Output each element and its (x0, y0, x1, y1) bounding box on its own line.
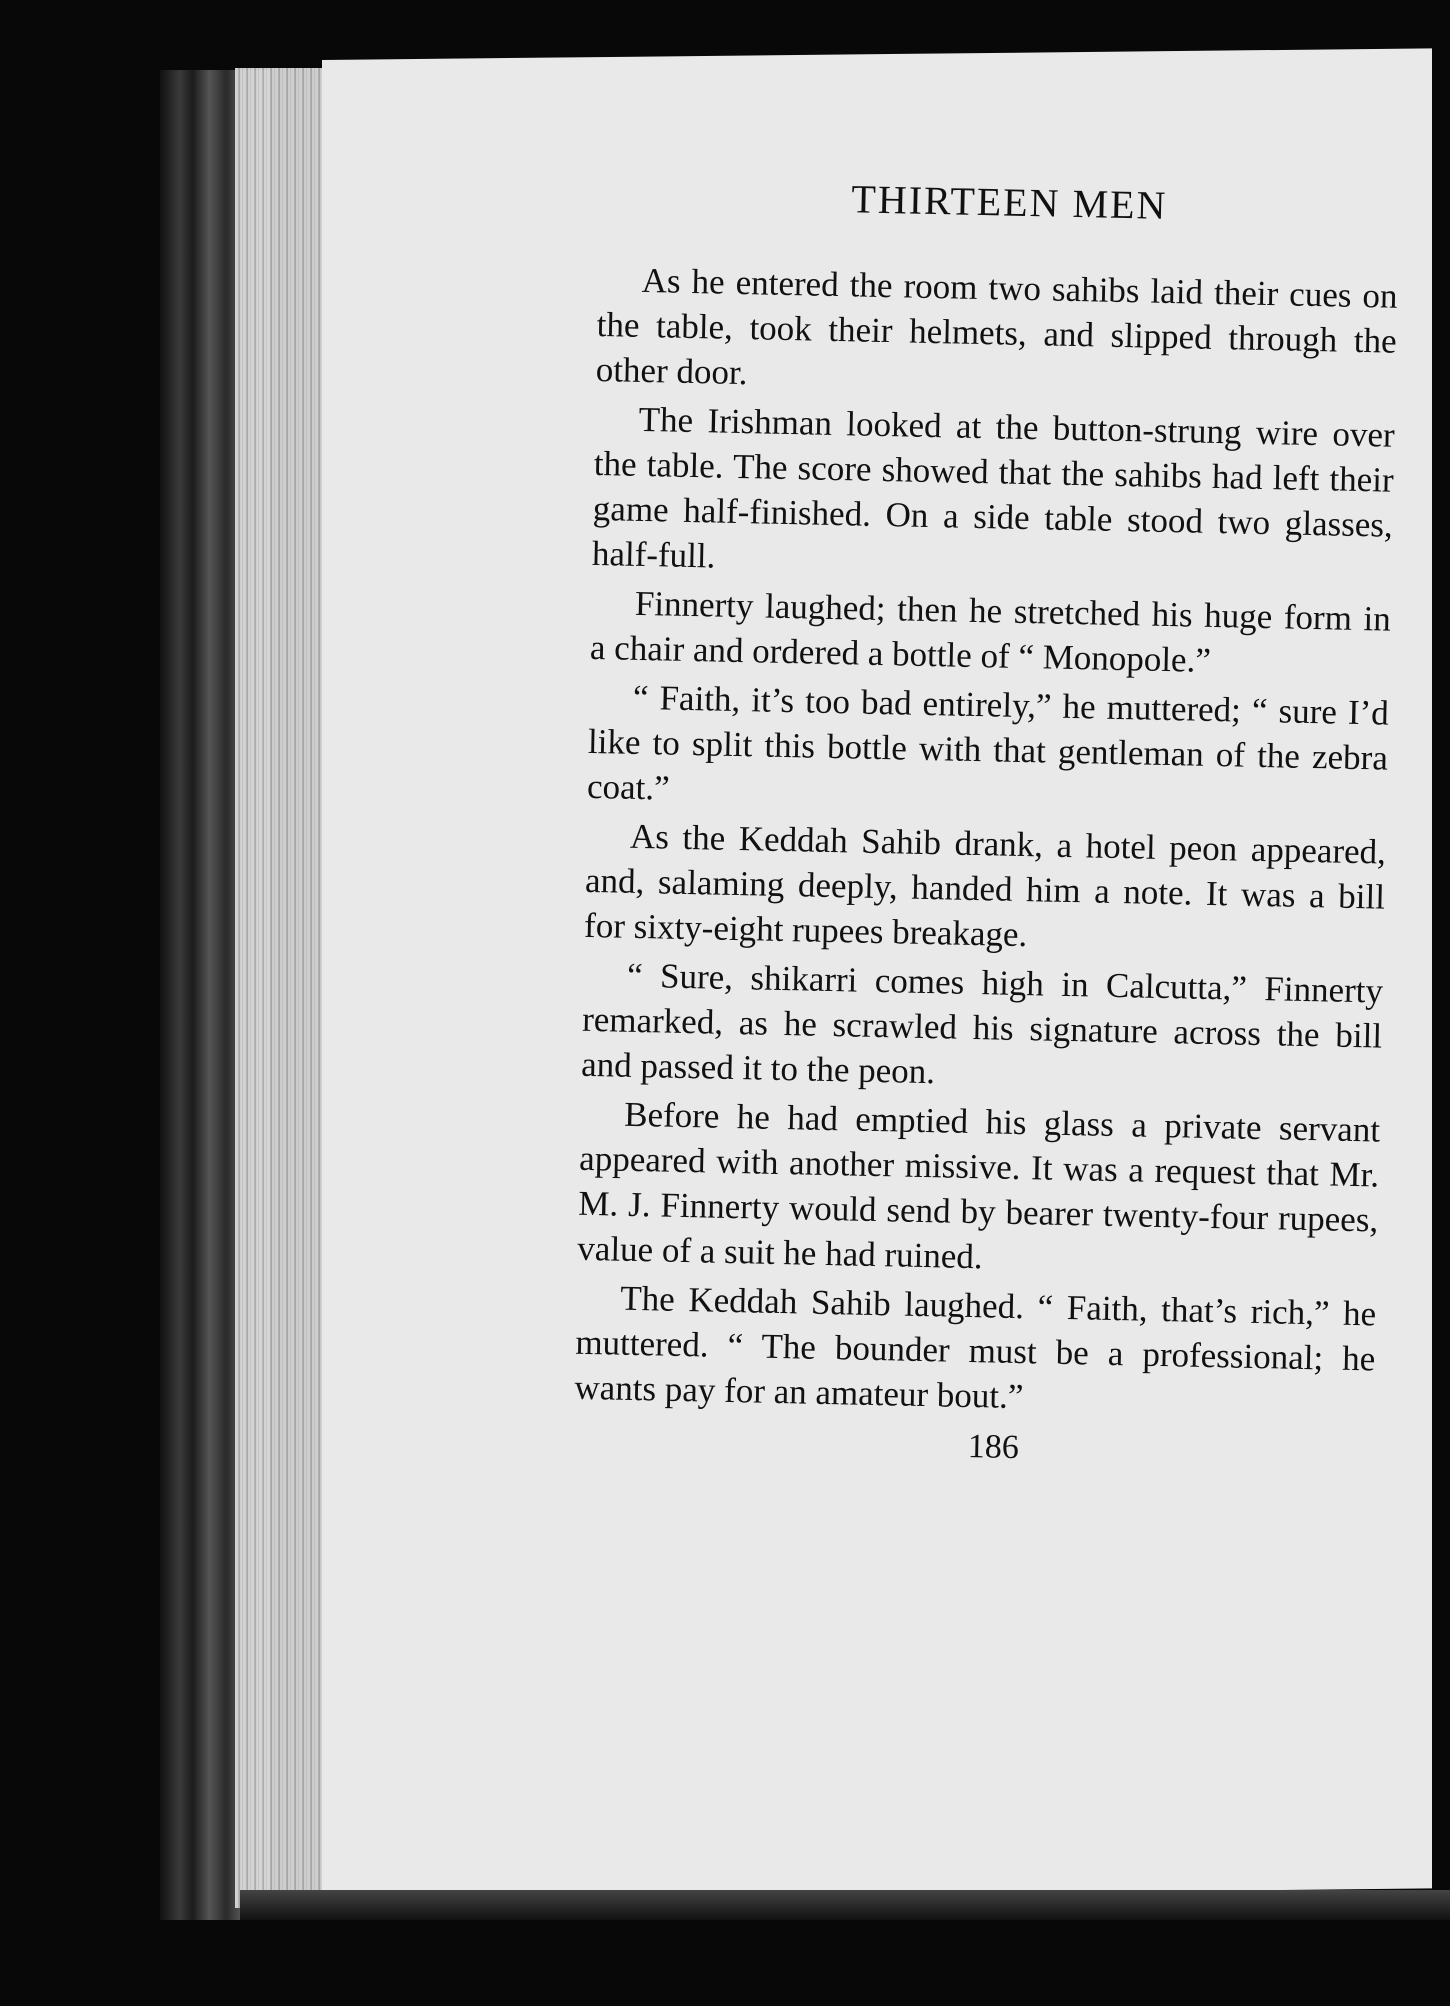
page-bottom-shadow (240, 1890, 1450, 1920)
paragraph: As the Keddah Sahib drank, a hotel peon appeared, and, salaming deeply, handed him a note. It was a bill for sixty-eight rupees breakage. (583, 816, 1387, 955)
running-head: THIRTEEN MEN (850, 176, 1168, 228)
paragraph: The Keddah Sahib laughed. “ Faith, that’s rich,” he muttered. “ The bounder must be a professional; he wants pay for an amateur bout.” (574, 1278, 1377, 1417)
paragraph: Finnerty laughed; then he stretched his huge form in a chair and ordered a bottle of “ Monopole.” (589, 583, 1392, 680)
page-edges (235, 68, 330, 1908)
page-number: 186 (967, 1427, 1020, 1467)
paragraph: As he entered the room two sahibs laid their cues on the table, took their helmets, and slipped through the other door. (595, 260, 1398, 393)
text-block (573, 170, 1400, 1474)
paragraph: Before he had emptied his glass a private servant appeared with another missive. It was a request that Mr. M. J. Finnerty would send by bearer twenty-four rupees, value of a suit he had ruined. (577, 1094, 1381, 1277)
paragraph: “ Faith, it’s too bad entirely,” he muttered; “ sure I’d like to split this bottle with that gentleman of the zebra coat.” (586, 677, 1390, 808)
paragraph: The Irishman looked at the button-strung wire over the table. The score showed that the sahibs had left their game half-finished. On a side table stood two glasses, half-full. (591, 399, 1396, 576)
paragraph: “ Sure, shikarri comes high in Calcutta,” Finnerty remarked, as he scrawled his signature across the bill and passed it to the peon. (580, 955, 1384, 1092)
